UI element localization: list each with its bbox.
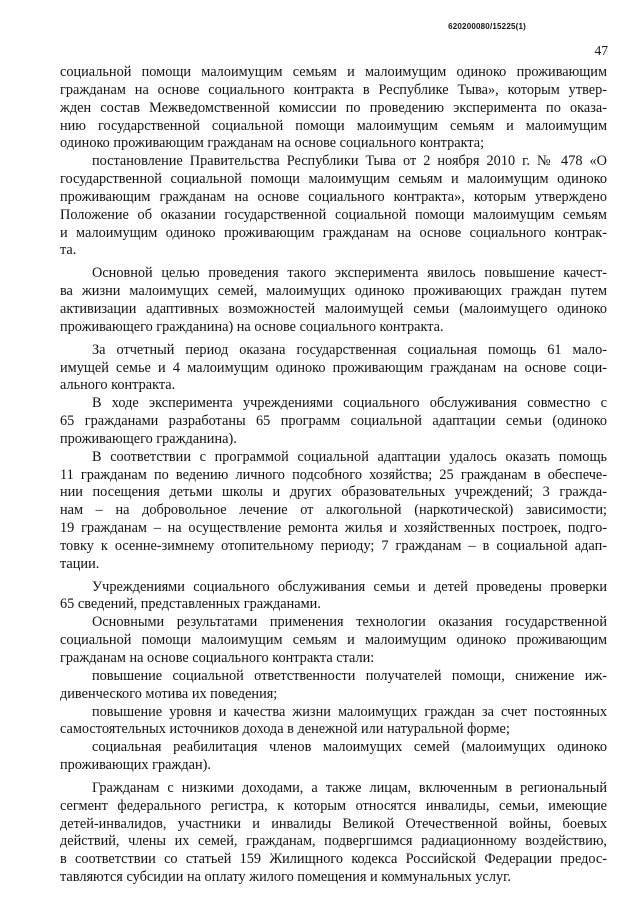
text-line: социальной помощи малоимущим семьям и малоимущим одиноко проживающим <box>60 64 607 80</box>
text-line: одиноко проживающим гражданам на основе социального контракта; <box>60 135 485 152</box>
paragraph <box>60 153 607 260</box>
text-line: гражданам на основе социального контракта в Республике Тыва», которым утвер- <box>60 81 607 98</box>
text-line: и малоимущим одиноко проживающим гражданам на основе социального контрак- <box>60 224 607 241</box>
paragraph <box>60 780 607 887</box>
text-line: 65 гражданами разработаны 65 программ социальной адаптации семьи (одиноко <box>60 413 607 430</box>
text-line: Основными результатами применения технологии оказания государственной <box>92 614 607 631</box>
paragraph <box>60 342 607 396</box>
text-line: проживающего гражданина). <box>60 430 237 447</box>
text-line: проживающим гражданам на основе социального контракта», которым утверждено <box>60 188 607 205</box>
paragraph <box>60 668 607 704</box>
text-line: жден состав Межведомственной комиссии по проведению эксперимента по оказа- <box>60 99 607 116</box>
text-line: активизации адаптивных возможностей малоимущей семьи (малоимущего одиноко <box>60 300 607 317</box>
paragraph <box>60 614 607 668</box>
text-line: В соответствии с программой социальной адаптации удалось оказать помощь <box>92 448 607 465</box>
text-line: государственной социальной помощи малоимущим семьям и малоимущим одиноко <box>60 171 607 188</box>
text-line: постановление Правительства Республики Тыва от 2 ноября 2010 г. № 478 «О <box>92 153 607 170</box>
text-line: нам – на добровольное лечение от алкогольной (наркотической) зависимости; <box>60 502 607 519</box>
text-line: повышение уровня и качества жизни малоимущих граждан за счет постоянных <box>92 703 607 720</box>
paragraph <box>60 579 607 615</box>
text-line: проживающего гражданина) на основе социального контракта. <box>60 318 444 335</box>
text-line: самостоятельных источников дохода в денежной или натуральной форме; <box>60 721 510 738</box>
text-line: товку к осенне-зимнему отопительному периоду; 7 гражданам – в социальной адап- <box>60 537 607 554</box>
text-line: детей-инвалидов, участники и инвалиды Великой Отечественной войны, боевых <box>60 815 607 832</box>
text-line: Учреждениями социального обслуживания семьи и детей проведены проверки <box>92 578 607 595</box>
text-line: нию государственной социальной помощи малоимущим семьям и малоимущим <box>60 117 607 134</box>
paragraph <box>60 739 607 775</box>
text-line: дивенческого мотива их поведения; <box>60 685 278 702</box>
text-line: проживающих граждан). <box>60 757 211 774</box>
text-line: действий, члены их семей, гражданам, подвергшимся радиационному воздействию, <box>60 833 607 850</box>
paragraph <box>60 449 607 574</box>
text-line: та. <box>60 242 77 259</box>
text-line: гражданам на основе социального контракта стали: <box>60 650 375 666</box>
text-line: ва жизни малоимущих семей, малоимущих одиноко проживающих граждан путем <box>60 283 607 300</box>
paragraph <box>60 395 607 449</box>
text-line: повышение социальной ответственности получателей помощи, снижение иж- <box>92 667 607 684</box>
text-line: в соответствии со статьей 159 Жилищного кодекса Российской Федерации предос- <box>60 851 607 868</box>
text-line: За отчетный период оказана государственная социальная помощь 61 мало- <box>92 341 607 358</box>
text-line: имущей семье и 4 малоимущим одиноко проживающим гражданам на основе соци- <box>60 359 607 376</box>
page-number: 47 <box>594 43 608 58</box>
paragraph <box>60 265 607 336</box>
text-line: нии посещения детьми школы и других образовательных учреждений; 3 гражда- <box>60 484 607 501</box>
text-line: 19 гражданам – на осуществление ремонта жилья и хозяйственных построек, подго- <box>60 520 607 537</box>
text-line: Основной целью проведения такого эксперимента явилось повышение качест- <box>92 265 607 282</box>
text-line: ального контракта. <box>60 377 176 394</box>
text-line: сегмент федерального регистра, к которым относятся инвалиды, семьи, имеющие <box>60 797 607 814</box>
text-line: Положение об оказании государственной социальной помощи малоимущим семьям <box>60 206 607 223</box>
text-line: социальной помощи малоимущим семьям и малоимущим одиноко проживающим <box>60 632 607 649</box>
text-line: тации. <box>60 555 100 572</box>
text-line: В ходе эксперимента учреждениями социального обслуживания совместно с <box>92 395 607 412</box>
document-body <box>60 64 607 887</box>
text-line: 11 гражданам по ведению личного подсобного хозяйства; 25 гражданам в обеспече- <box>60 466 607 483</box>
text-line: 65 сведений, представленных гражданами. <box>60 596 321 613</box>
text-line: социальная реабилитация членов малоимущих семей (малоимущих одиноко <box>92 739 607 756</box>
paragraph <box>60 704 607 740</box>
text-line: Гражданам с низкими доходами, а также лицам, включенным в региональный <box>92 779 607 796</box>
text-line: тавляются субсидии на оплату жилого помещения и коммунальных услуг. <box>60 869 511 886</box>
document-id: 620200080/15225(1) <box>448 22 526 31</box>
paragraph <box>60 64 607 153</box>
